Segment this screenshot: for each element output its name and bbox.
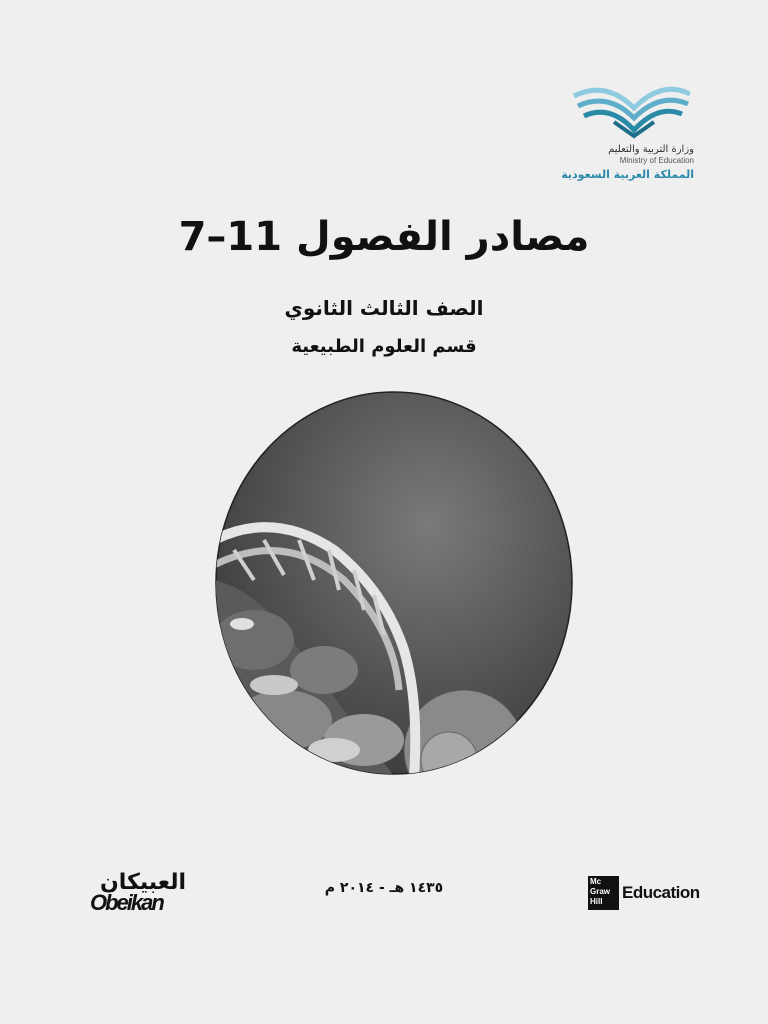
ministry-name-ar: وزارة التربية والتعليم: [608, 144, 694, 155]
kingdom-name: المملكة العربية السعودية: [561, 168, 694, 181]
ministry-logo: [560, 78, 700, 188]
grade-subtitle: الصف الثالث الثانوي: [284, 296, 484, 320]
publication-date: ١٤٣٥ هـ - ٢٠١٤ م: [324, 880, 444, 896]
mcgraw-hill-box: [588, 876, 619, 910]
mh-line: Hill: [590, 897, 603, 906]
page-title: مصادر الفصول 11–7: [178, 214, 590, 260]
fish-shape: [250, 675, 298, 695]
mcgraw-education-label: Education: [622, 883, 700, 902]
cover-illustration: [214, 390, 574, 776]
mcgraw-hill-logo: [588, 876, 700, 910]
department-subtitle: قسم العلوم الطبيعية: [291, 336, 477, 357]
mh-line: Graw: [590, 887, 611, 896]
mh-line: Mc: [590, 877, 602, 886]
obeikan-name-ar: العبيكان: [99, 870, 186, 895]
ministry-name-en: Ministry of Education: [619, 156, 694, 165]
obeikan-name-en: Obeikan: [90, 890, 163, 915]
open-book-icon: [570, 78, 690, 140]
